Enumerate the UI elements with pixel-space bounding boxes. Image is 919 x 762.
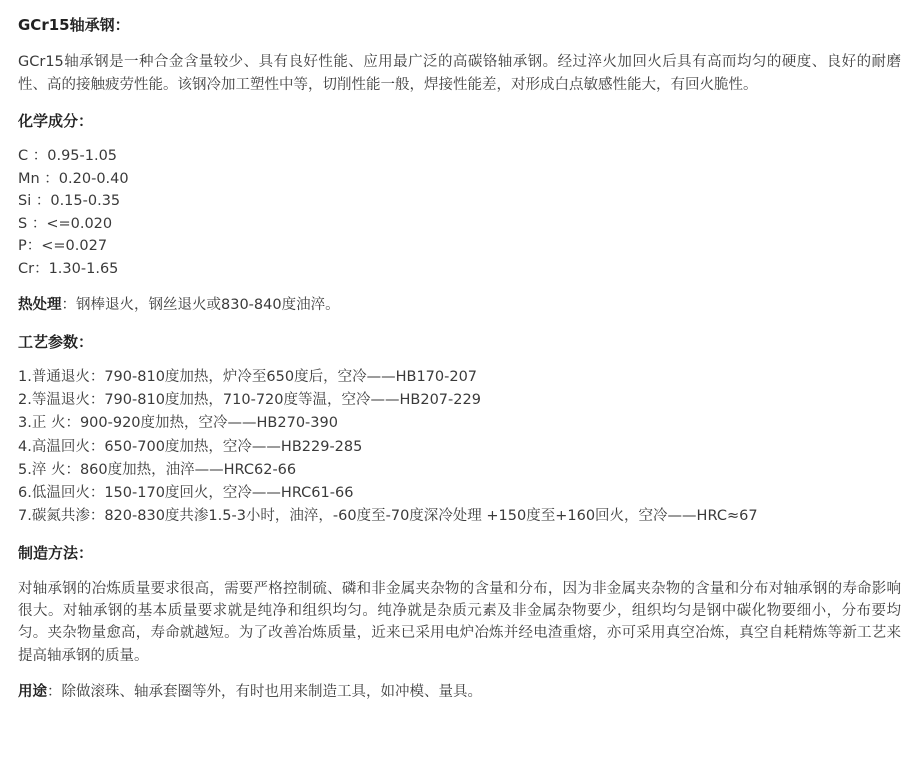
process-item: 4.高温回火：650-700度加热，空冷——HB229-285 <box>18 438 363 455</box>
section-heading-composition: 化学成分： <box>18 112 94 131</box>
composition-item: Si ：0.15-0.35 <box>18 193 121 210</box>
composition-item: P：<=0.027 <box>18 238 108 255</box>
process-item: 6.低温回火：150-170度回火，空冷——HRC61-66 <box>18 484 354 501</box>
intro-paragraph: GCr15轴承钢是一种合金含量较少、具有良好性能、应用最广泛的高碳铬轴承钢。经过淬火加回火后具有高而均匀的硬度、良好的耐磨性、高的接触疲劳性能。该钢冷加工塑性中等，切削性能一般，焊接性能差，对形成白点敏感性能大，有回火脆性。 <box>18 54 901 93</box>
process-item: 1.普通退火：790-810度加热，炉冷至650度后，空冷——HB170-207 <box>18 368 478 385</box>
manufacture-paragraph: 对轴承钢的冶炼质量要求很高，需要严格控制硫、磷和非金属夹杂物的含量和分布，因为非金属夹杂物的含量和分布对轴承钢的寿命影响很大。对轴承钢的基本质量要求就是纯净和组织均匀。纯净就是杂质元素及非金属杂物要少，组织均匀是钢中碳化物要细小，分布要均匀。夹杂物量愈高，寿命就越短。为了改善冶炼质量，近来已采用电炉冶炼并经电渣重熔，亦可采用真空冶炼，真空自耗精炼等新工艺来提高轴承钢的质量。 <box>18 580 901 664</box>
usage-line <box>18 681 901 703</box>
usage-text: ：除做滚珠、轴承套圈等外，有时也用来制造工具，如冲模、量具。 <box>47 684 482 701</box>
section-heading-process: 工艺参数： <box>18 332 94 351</box>
section-heading-manufacture: 制造方法： <box>18 544 94 563</box>
process-item: 2.等温退火：790-810度加热，710-720度等温，空冷——HB207-229 <box>18 392 481 409</box>
composition-list <box>18 145 901 280</box>
heat-treatment-label: 热处理 <box>18 297 62 314</box>
heat-treatment-line <box>18 294 901 316</box>
process-item: 7.碳氮共渗：820-830度共渗1.5-3小时，油淬，-60度至-70度深冷处理 +150度至+160回火，空冷——HRC≈67 <box>18 508 758 525</box>
heat-treatment-text: ：钢棒退火，钢丝退火或830-840度油淬。 <box>61 297 340 314</box>
page-title: GCr15轴承钢： <box>18 16 130 34</box>
process-item: 3.正 火：900-920度加热，空冷——HB270-390 <box>18 415 338 432</box>
usage-label: 用途 <box>18 684 47 701</box>
document-title-row <box>18 14 901 37</box>
composition-item: Cr：1.30-1.65 <box>18 260 119 277</box>
composition-item: S ：<=0.020 <box>18 215 113 232</box>
composition-item: C ：0.95-1.05 <box>18 148 118 165</box>
process-item: 5.淬 火：860度加热，油淬——HRC62-66 <box>18 461 297 478</box>
composition-item: Mn ：0.20-0.40 <box>18 170 129 187</box>
process-list <box>18 366 901 528</box>
